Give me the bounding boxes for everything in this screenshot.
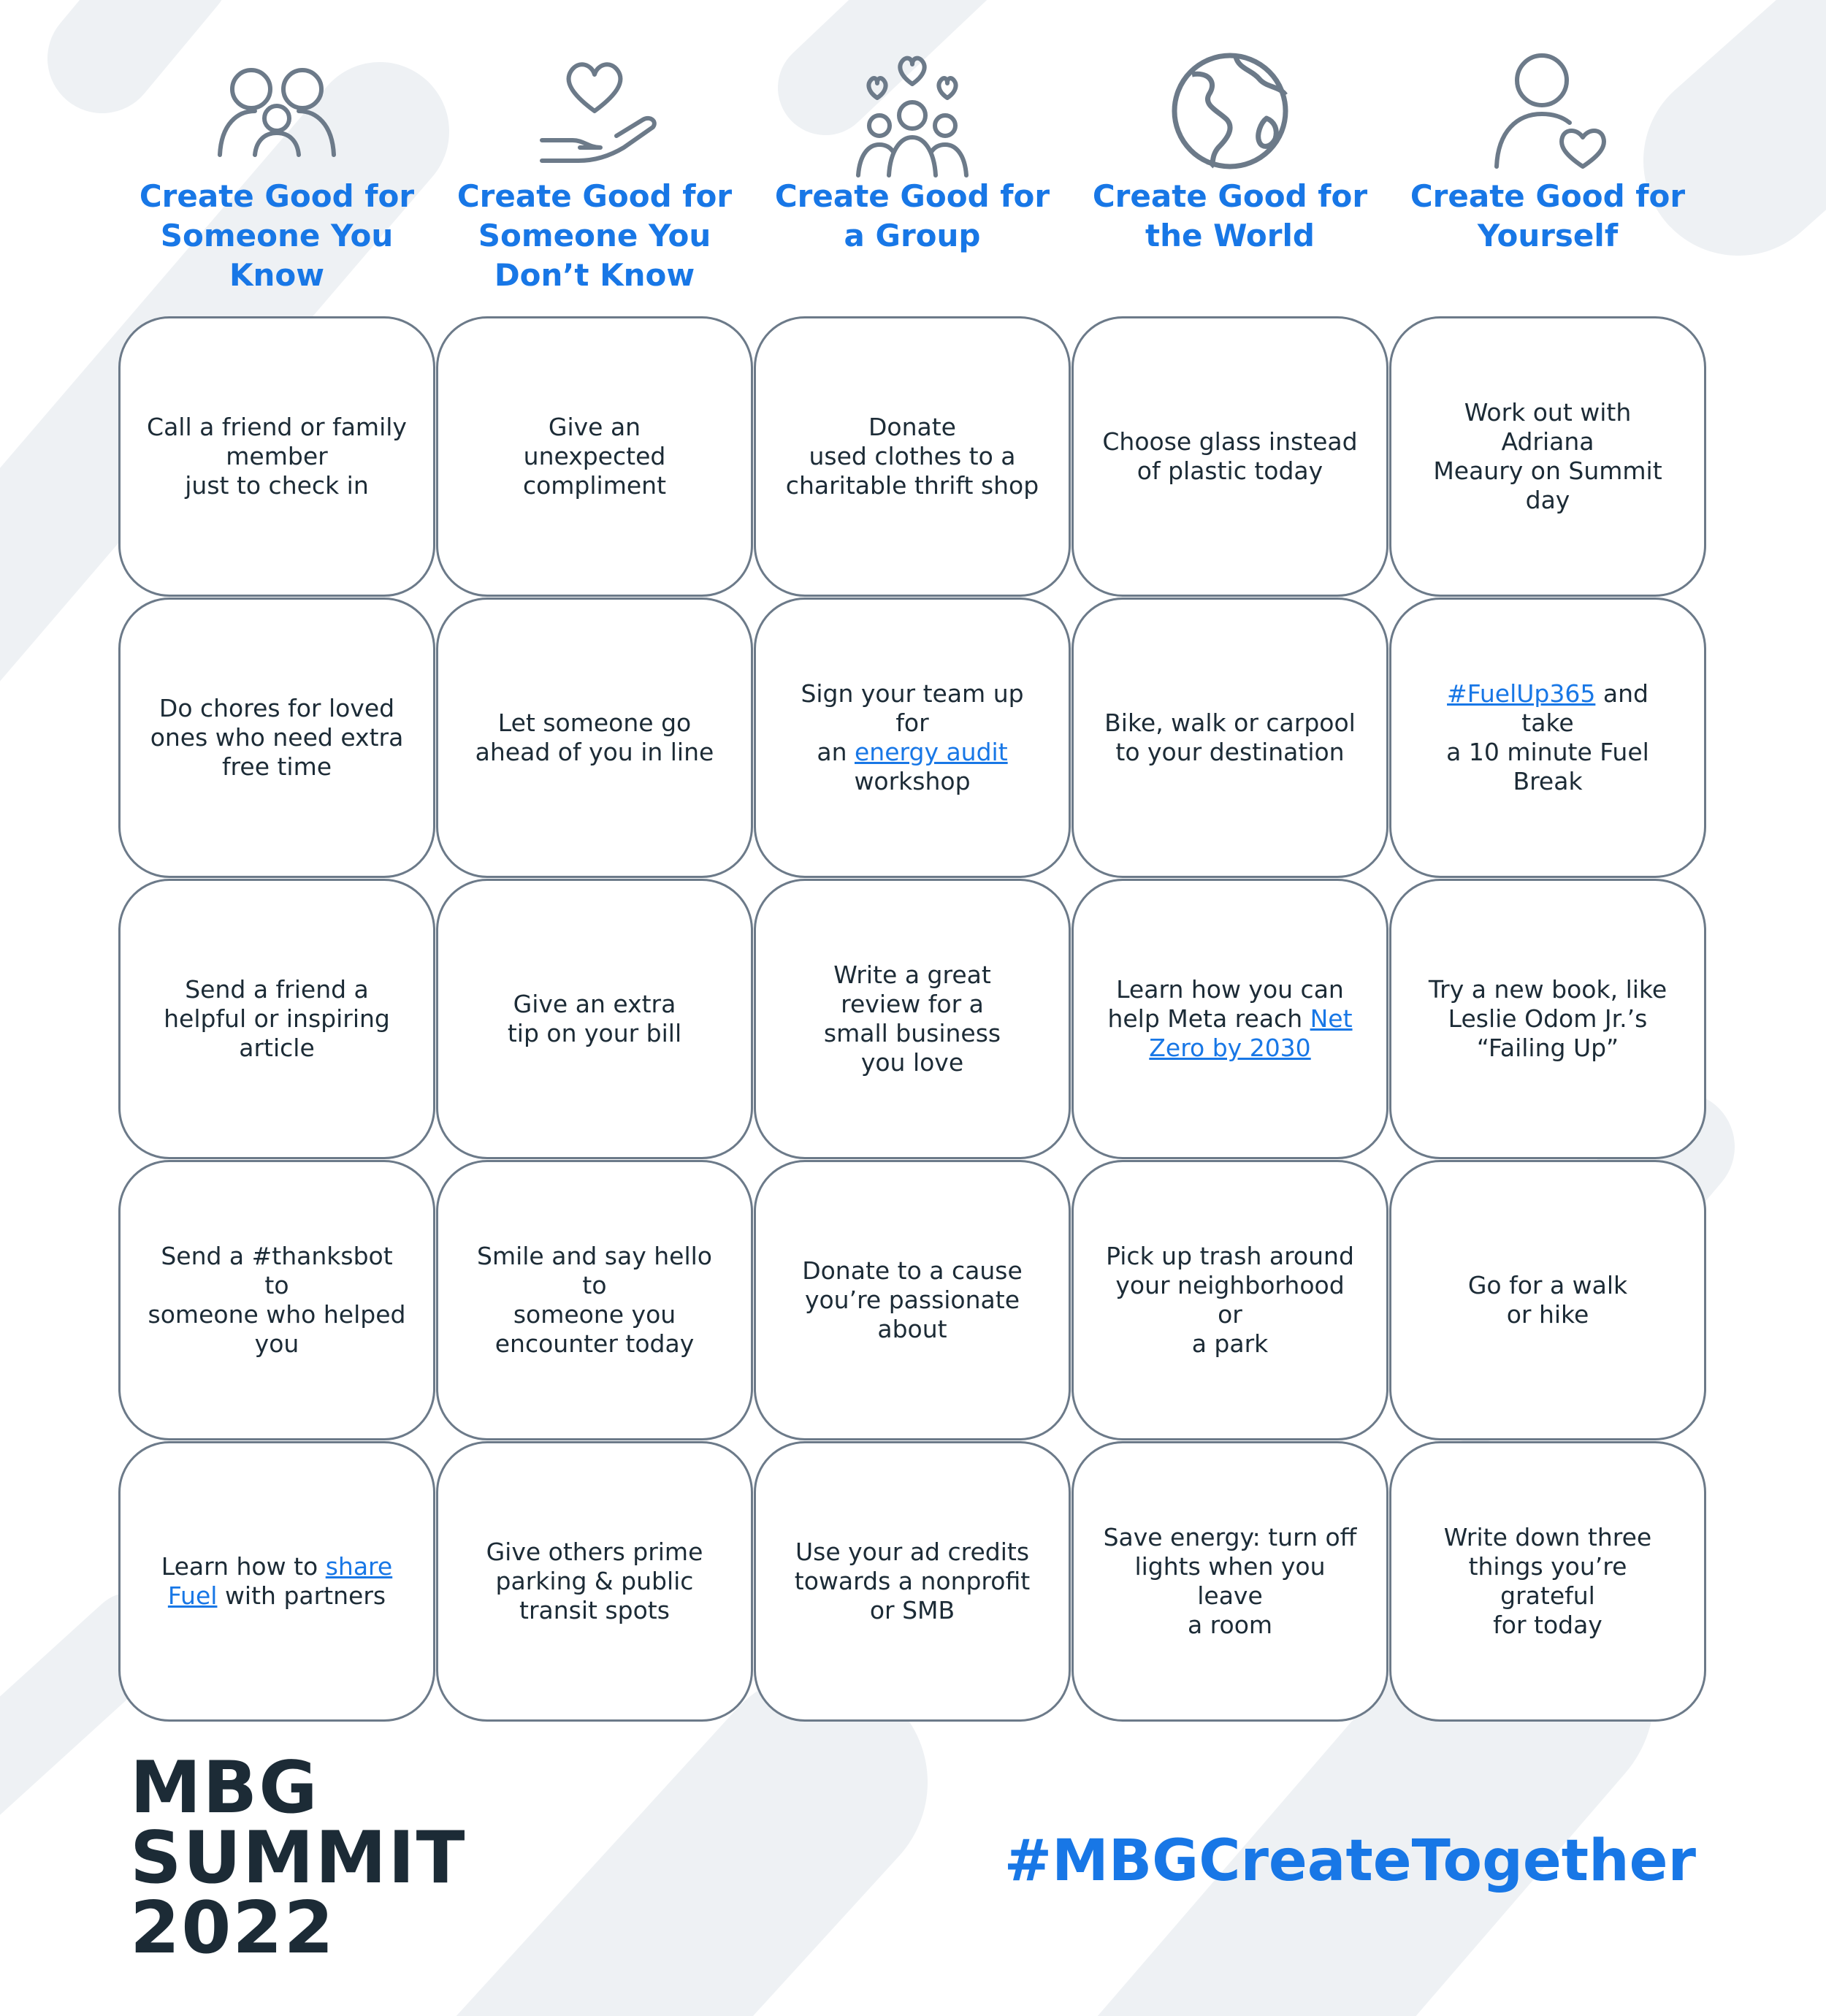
inline-link[interactable]: #FuelUp365 <box>1447 679 1596 708</box>
cell-text-segment: Write down three things you’re grateful for today <box>1443 1523 1652 1639</box>
cell-text-segment: Give an extra tip on your bill <box>507 990 682 1047</box>
people-family-icon <box>204 38 350 184</box>
bingo-cell-text <box>1104 709 1356 767</box>
bingo-cell-text <box>1468 1271 1627 1329</box>
cell-text-segment: Call a friend or family member just to check in <box>147 413 407 500</box>
inline-link[interactable]: share Fuel <box>167 1552 393 1610</box>
bingo-cell-text <box>150 694 404 782</box>
cell-text-segment: and take a 10 minute Fuel Break <box>1446 679 1649 795</box>
bingo-cell[interactable] <box>1071 879 1388 1159</box>
bingo-cell-text <box>1100 1242 1360 1359</box>
column-title: Create Good for a Group <box>774 178 1050 253</box>
bingo-cell-text <box>147 413 407 500</box>
cell-text-segment: Learn how you can help Meta reach <box>1107 975 1344 1033</box>
bingo-cell-text <box>786 413 1039 500</box>
event-title-line: SUMMIT <box>130 1817 467 1900</box>
cell-text-segment: workshop <box>854 767 971 795</box>
bingo-cell[interactable] <box>436 1441 753 1722</box>
bingo-cell-text <box>1107 975 1352 1063</box>
bingo-cell-text <box>486 1538 703 1625</box>
bingo-cell[interactable] <box>1389 879 1706 1159</box>
bingo-cell[interactable] <box>754 879 1071 1159</box>
bingo-cell-text <box>795 1538 1030 1625</box>
person-heart-icon <box>1475 38 1621 184</box>
campaign-hashtag: #MBGCreateTogether <box>1004 1828 1696 1894</box>
bingo-cell-text <box>802 1256 1023 1344</box>
bingo-cell-text <box>1418 1523 1678 1640</box>
bingo-cell-text <box>1429 975 1667 1063</box>
bingo-cell[interactable] <box>1389 1160 1706 1440</box>
bingo-cell-text <box>523 413 666 500</box>
bingo-cell-text <box>1418 679 1678 796</box>
bingo-cell[interactable] <box>436 597 753 878</box>
cell-text-segment: Write a great review for a small business you love <box>823 961 1001 1077</box>
cell-text-segment: Do chores for loved ones who need extra free time <box>150 694 404 781</box>
column-title: Create Good for Yourself <box>1410 178 1686 253</box>
bingo-cell[interactable] <box>754 597 1071 878</box>
bingo-cell[interactable] <box>118 879 435 1159</box>
event-title <box>130 1746 467 1970</box>
cell-text-segment: Give others prime parking & public transit spots <box>486 1538 703 1624</box>
bingo-cell[interactable] <box>754 1441 1071 1722</box>
cell-text-segment: Send a #thanksbot to someone who helped you <box>148 1242 406 1358</box>
bingo-cell[interactable] <box>1071 1160 1388 1440</box>
event-title-line: MBG <box>130 1746 319 1830</box>
cell-text-segment: Bike, walk or carpool to your destination <box>1104 709 1356 766</box>
bingo-cell-text <box>465 1242 725 1359</box>
cell-text-segment: Smile and say hello to someone you encounter today <box>477 1242 712 1358</box>
cell-text-segment: with partners <box>217 1581 386 1610</box>
bingo-cell[interactable] <box>1071 597 1388 878</box>
bingo-cell[interactable] <box>118 316 435 597</box>
cell-text-segment: Send a friend a helpful or inspiring article <box>164 975 390 1062</box>
bingo-cell[interactable] <box>436 879 753 1159</box>
bingo-cell[interactable] <box>118 1160 435 1440</box>
heart-hand-icon <box>522 38 668 184</box>
bingo-cell-text <box>782 679 1042 796</box>
bingo-cell-text <box>1418 398 1678 515</box>
bingo-cell[interactable] <box>1389 597 1706 878</box>
bingo-cell[interactable] <box>436 316 753 597</box>
group-hearts-icon <box>839 44 985 190</box>
bingo-cell[interactable] <box>1071 1441 1388 1722</box>
column-title: Create Good for the World <box>1092 178 1368 253</box>
cell-text-segment: Donate to a cause you’re passionate about <box>802 1256 1023 1343</box>
bingo-cell[interactable] <box>754 1160 1071 1440</box>
cell-text-segment: Learn how to <box>161 1552 326 1581</box>
cell-text-segment: Sign your team up for an <box>801 679 1024 766</box>
bingo-cell[interactable] <box>1071 316 1388 597</box>
cell-text-segment: Go for a walk or hike <box>1467 1271 1628 1329</box>
bingo-cell[interactable] <box>118 597 435 878</box>
inline-link[interactable]: energy audit <box>854 738 1008 766</box>
bingo-cell-text <box>1102 427 1357 486</box>
cell-text-segment: Choose glass instead of plastic today <box>1102 427 1358 485</box>
cell-text-segment: Let someone go ahead of you in line <box>475 709 714 766</box>
cell-text-segment: Pick up trash around your neighborhood or a park <box>1106 1242 1354 1358</box>
event-title-line: 2022 <box>130 1887 335 1970</box>
bingo-cell-text <box>824 961 1001 1077</box>
bingo-cell[interactable] <box>1389 1441 1706 1722</box>
bingo-cell-text <box>508 990 681 1048</box>
bingo-cell[interactable] <box>436 1160 753 1440</box>
bingo-cell[interactable] <box>754 316 1071 597</box>
bingo-cell-text <box>164 975 390 1063</box>
cell-text-segment: Work out with Adriana Meaury on Summit day <box>1433 398 1662 514</box>
cell-text-segment: Use your ad credits towards a nonprofit or SMB <box>794 1538 1031 1624</box>
bingo-cell-text <box>475 709 714 767</box>
column-title: Create Good for Someone You Know <box>139 178 415 293</box>
bingo-cell-text <box>161 1552 392 1611</box>
inline-link[interactable]: Net Zero by 2030 <box>1149 1004 1353 1062</box>
bingo-cell-text <box>1100 1523 1360 1640</box>
cell-text-segment: Donate used clothes to a charitable thrift shop <box>785 413 1039 500</box>
bingo-cell[interactable] <box>118 1441 435 1722</box>
bingo-cell[interactable] <box>1389 316 1706 597</box>
column-title: Create Good for Someone You Don’t Know <box>457 178 733 293</box>
globe-icon <box>1157 38 1303 184</box>
bingo-cell-text <box>147 1242 407 1359</box>
cell-text-segment: Give an unexpected compliment <box>522 413 667 500</box>
cell-text-segment: Try a new book, like Leslie Odom Jr.’s “Failing Up” <box>1428 975 1668 1062</box>
cell-text-segment: Save energy: turn off lights when you leave a room <box>1103 1523 1357 1639</box>
